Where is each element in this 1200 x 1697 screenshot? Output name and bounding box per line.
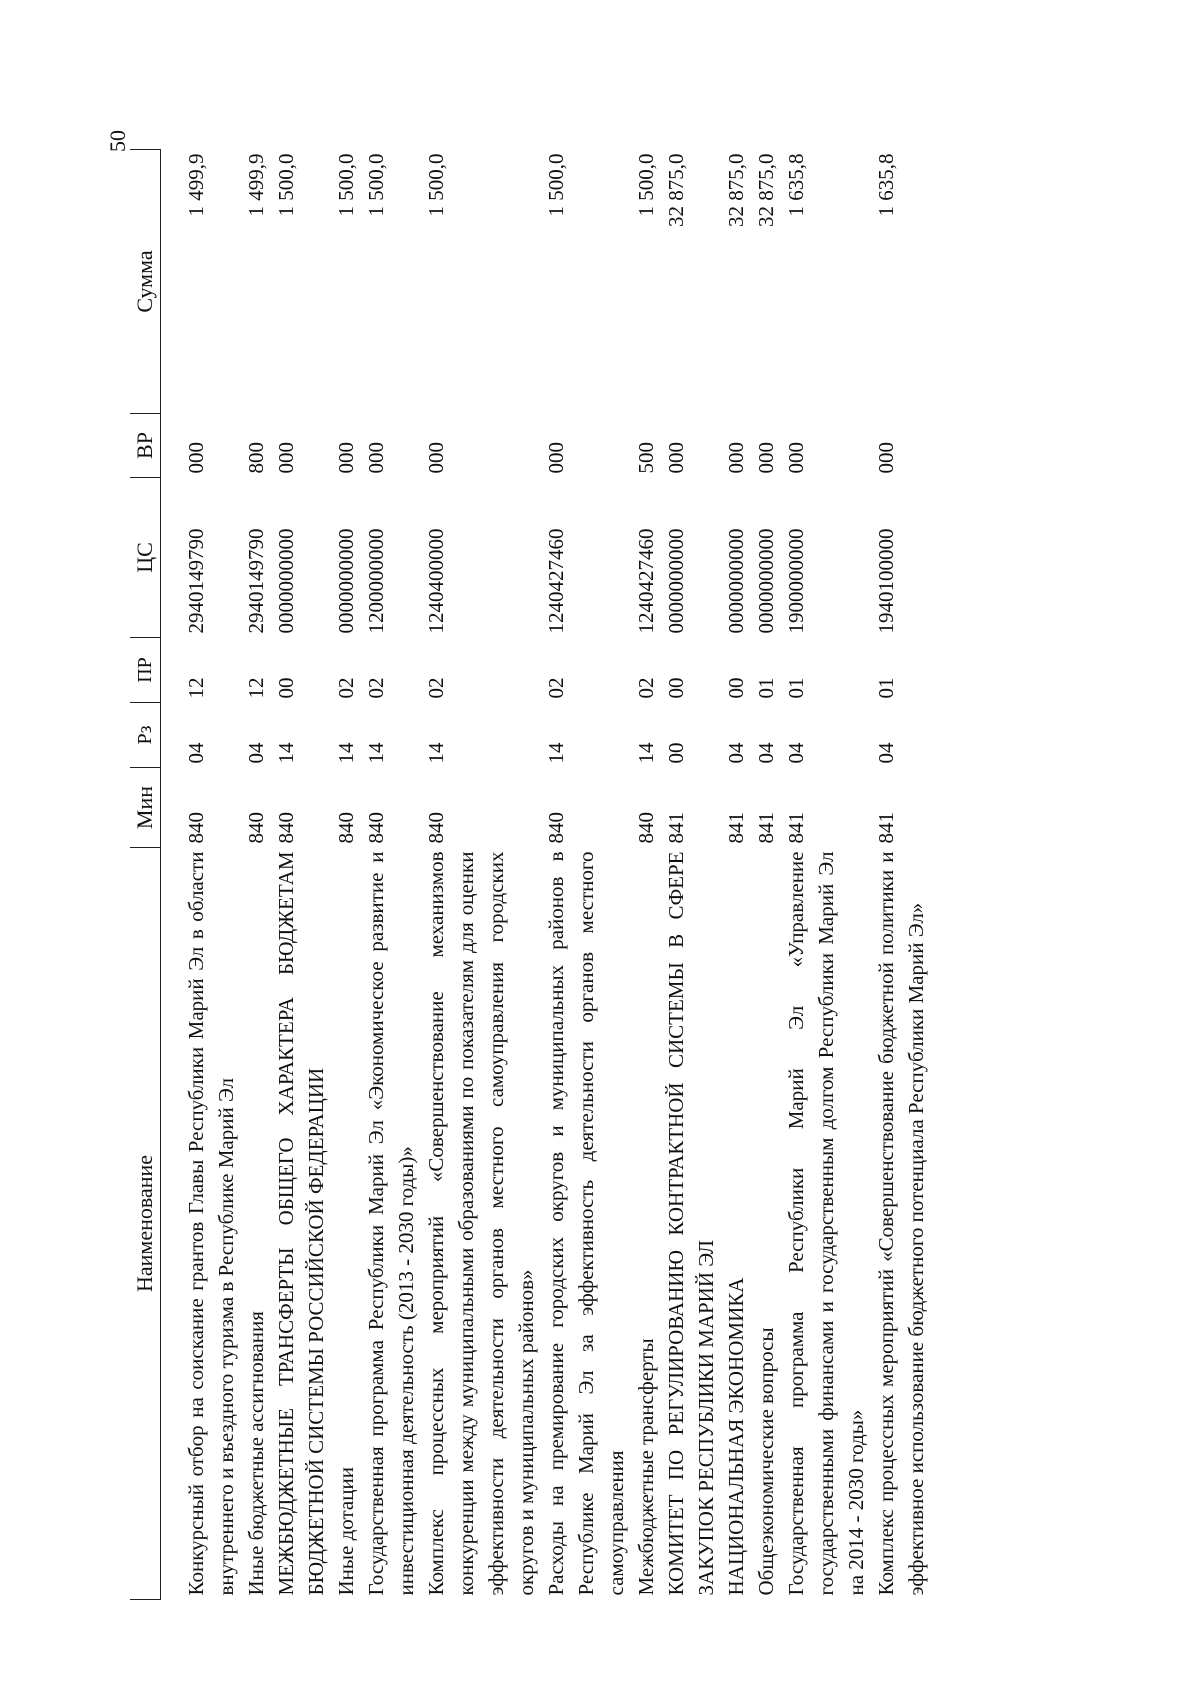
row-name: Расходы на премирование городских округов и муниципальных районов в Республике Марий Эл за эффективность деятельности органов местного самоуправления [544,851,628,1596]
row-name: Иные бюджетные ассигнования [244,1311,268,1596]
row-cs: 0000000000 [334,528,358,634]
table-row [631,150,661,1600]
row-cs: 0000000000 [724,528,748,634]
row-cs: 0000000000 [754,528,778,634]
table-row [241,150,271,1600]
row-rz: 04 [724,742,748,764]
table-body [161,150,932,1600]
row-name: Конкурсный отбор на соискание грантов Главы Республики Марий Эл в области внутреннего и въездного туризма в Республике Марий Эл [184,851,238,1596]
row-sum [361,150,421,414]
row-min: 840 [244,812,268,844]
row-sum-value: 1 499,9 [184,153,208,217]
row-vr: 000 [424,442,448,474]
row-sum [161,150,242,414]
row-cs: 1240427460 [544,528,568,634]
row-sum [751,150,781,414]
row-sum-value: 1 500,0 [544,153,568,217]
row-pr: 00 [724,677,748,699]
table-row [271,150,331,1600]
row-min: 841 [664,812,688,844]
row-name: Государственная программа Республики Марий Эл «Экономическое развитие и инвестиционная деятельность (2013 - 2030 годы)» [364,851,418,1596]
row-pr: 00 [274,677,298,699]
row-cs: 1240400000 [424,528,448,634]
row-rz: 04 [754,742,778,764]
row-pr: 01 [874,677,898,699]
row-vr: 000 [334,442,358,474]
table-row [161,150,242,1600]
budget-table [130,149,931,1600]
row-cs: 1200000000 [364,528,388,634]
row-rz: 04 [184,742,208,764]
row-min: 840 [544,812,568,844]
row-cs: 1940100000 [874,528,898,634]
row-sum [331,150,361,414]
row-vr: 500 [634,442,658,474]
row-rz: 14 [544,742,568,764]
row-cs: 0000000000 [664,528,688,634]
table-row [781,150,871,1600]
row-cs: 1240427460 [634,528,658,634]
row-vr: 000 [754,442,778,474]
row-pr: 02 [364,677,388,699]
row-pr: 12 [244,677,268,699]
row-sum [871,150,931,414]
row-min: 841 [784,812,808,844]
table-row [751,150,781,1600]
header-min: Мин [130,768,161,848]
row-rz: 14 [634,742,658,764]
row-name: Иные дотации [334,1467,358,1596]
row-rz: 04 [874,742,898,764]
table-row [331,150,361,1600]
table-header [130,150,161,1600]
row-min: 841 [724,812,748,844]
row-sum-value: 1 500,0 [634,153,658,217]
row-min: 841 [754,812,778,844]
row-pr: 00 [664,677,688,699]
row-name: КОМИТЕТ ПО РЕГУЛИРОВАНИЮ КОНТРАКТНОЙ СИСТЕМЫ В СФЕРЕ ЗАКУПОК РЕСПУБЛИКИ МАРИЙ ЭЛ [664,851,718,1596]
row-sum-value: 1 500,0 [424,153,448,217]
table-row [421,150,541,1600]
table-row [661,150,721,1600]
row-name: МЕЖБЮДЖЕТНЫЕ ТРАНСФЕРТЫ ОБЩЕГО ХАРАКТЕРА БЮДЖЕТАМ БЮДЖЕТНОЙ СИСТЕМЫ РОССИЙСКОЙ ФЕДЕРАЦИИ [274,851,328,1596]
row-name: Государственная программа Республики Марий Эл «Управление государственными финансами и государственным долгом Республики Марий Эл на 2014 - 2030 годы» [784,851,868,1596]
row-sum-value: 1 500,0 [334,153,358,217]
row-sum-value: 32 875,0 [754,153,778,227]
row-vr: 000 [364,442,388,474]
row-sum-value: 1 635,8 [874,153,898,217]
page-number: 50 [105,130,130,152]
row-sum [661,150,721,414]
row-sum [541,150,631,414]
header-sum: Сумма [130,150,161,414]
row-sum-value: 1 500,0 [274,153,298,217]
row-min: 840 [634,812,658,844]
header-cs: ЦС [130,478,161,638]
row-min: 841 [874,812,898,844]
row-sum [421,150,541,414]
table-row [361,150,421,1600]
row-name: НАЦИОНАЛЬНАЯ ЭКОНОМИКА [724,1277,748,1596]
row-sum [241,150,271,414]
row-sum [271,150,331,414]
row-min: 840 [274,812,298,844]
row-rz: 04 [784,742,808,764]
row-name: Комплекс процессных мероприятий «Совершенствование бюджетной политики и эффективное использование бюджетного потенциала Республики Марий Эл» [874,851,928,1596]
row-pr: 02 [424,677,448,699]
row-vr: 000 [724,442,748,474]
row-vr: 000 [664,442,688,474]
row-sum-value: 1 635,8 [784,153,808,217]
row-pr: 12 [184,677,208,699]
row-vr: 000 [784,442,808,474]
row-sum-value: 32 875,0 [724,153,748,227]
row-pr: 01 [754,677,778,699]
row-vr: 000 [874,442,898,474]
row-vr: 800 [244,442,268,474]
row-rz: 14 [274,742,298,764]
row-min: 840 [334,812,358,844]
row-min: 840 [364,812,388,844]
row-rz: 00 [664,742,688,764]
row-name: Межбюджетные трансферты [634,1338,658,1596]
row-name: Общеэкономические вопросы [754,1327,778,1596]
row-sum-value: 1 500,0 [364,153,388,217]
row-vr: 000 [544,442,568,474]
header-name: Наименование [130,848,161,1600]
row-vr: 000 [184,442,208,474]
row-pr: 02 [634,677,658,699]
row-sum-value: 1 499,9 [244,153,268,217]
row-pr: 02 [544,677,568,699]
row-vr: 000 [274,442,298,474]
row-rz: 14 [334,742,358,764]
table-row [541,150,631,1600]
row-pr: 02 [334,677,358,699]
row-rz: 14 [424,742,448,764]
row-rz: 14 [364,742,388,764]
row-cs: 2940149790 [244,528,268,634]
row-sum-value: 32 875,0 [664,153,688,227]
header-pr: ПР [130,638,161,703]
row-sum [631,150,661,414]
row-sum [781,150,871,414]
row-min: 840 [424,812,448,844]
row-sum [721,150,751,414]
row-rz: 04 [244,742,268,764]
row-min: 840 [184,812,208,844]
row-pr: 01 [784,677,808,699]
header-vr: ВР [130,414,161,478]
table-row [721,150,751,1600]
row-cs: 0000000000 [274,528,298,634]
row-cs: 2940149790 [184,528,208,634]
row-cs: 1900000000 [784,528,808,634]
row-name: Комплекс процессных мероприятий «Совершенствование механизмов конкуренции между муниципальными образованиями по показателям для оценки эффективности деятельности органов местного самоуправления городских округов и муниципальных районов» [424,851,538,1596]
header-rz: Рз [130,703,161,768]
table-row [871,150,931,1600]
budget-table-page [130,150,1060,1600]
